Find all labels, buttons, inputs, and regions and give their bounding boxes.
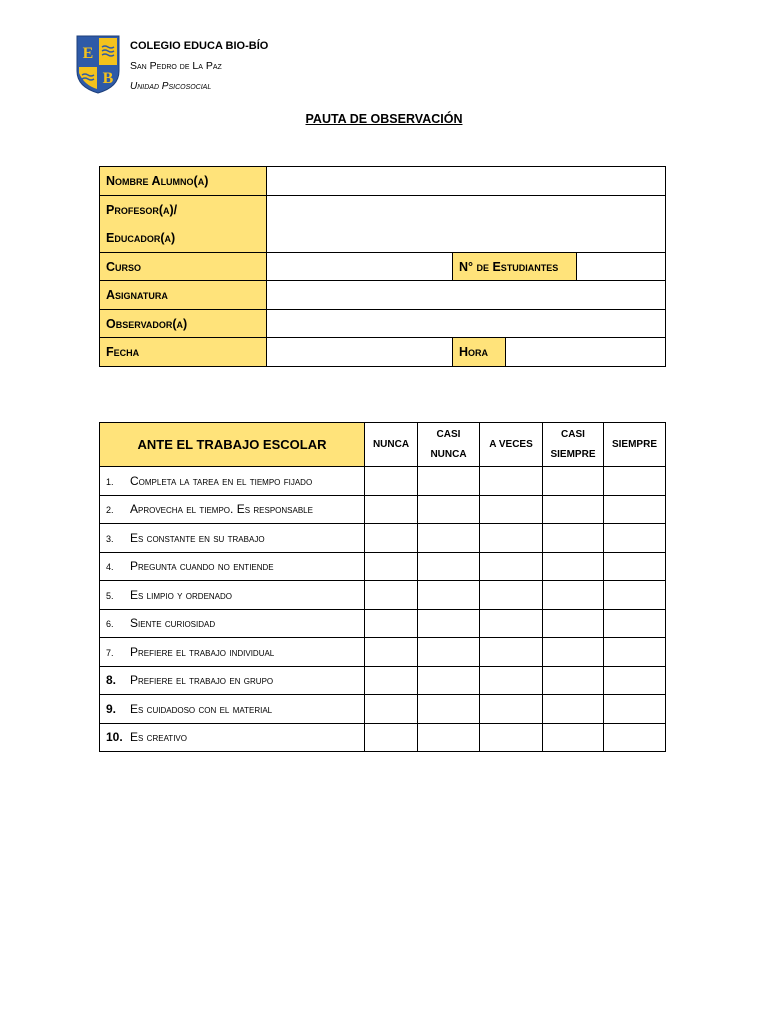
observation-heading: ANTE EL TRABAJO ESCOLAR <box>100 423 365 467</box>
rating-cell[interactable] <box>418 723 480 752</box>
column-header: A VECES <box>480 423 543 467</box>
rating-cell[interactable] <box>604 467 666 496</box>
table-row <box>100 552 666 581</box>
field-num-estudiantes[interactable] <box>577 253 666 281</box>
rating-cell[interactable] <box>480 666 543 695</box>
table-row <box>100 609 666 638</box>
item-number: 6. <box>106 619 114 630</box>
column-header: CASI SIEMPRE <box>543 423 604 467</box>
rating-cell[interactable] <box>480 581 543 610</box>
field-asignatura[interactable] <box>267 281 666 310</box>
rating-cell[interactable] <box>418 695 480 724</box>
observation-item <box>100 723 365 752</box>
table-row <box>100 524 666 553</box>
rating-cell[interactable] <box>543 552 604 581</box>
rating-cell[interactable] <box>418 666 480 695</box>
item-number: 7. <box>106 647 114 658</box>
label-asignatura: Asignatura <box>100 281 267 310</box>
item-text: Prefiere el trabajo en grupo <box>130 673 274 688</box>
field-observador[interactable] <box>267 310 666 338</box>
page-title: PAUTA DE OBSERVACIÓN <box>305 112 463 126</box>
logo-letter-e: E <box>82 45 94 62</box>
rating-cell[interactable] <box>480 695 543 724</box>
rating-cell[interactable] <box>604 695 666 724</box>
item-text: Pregunta cuando no entiende <box>130 559 274 574</box>
rating-cell[interactable] <box>418 552 480 581</box>
rating-cell[interactable] <box>365 723 418 752</box>
rating-cell[interactable] <box>365 581 418 610</box>
item-text: Completa la tarea en el tiempo fijado <box>130 473 313 488</box>
field-nombre[interactable] <box>267 167 666 196</box>
label-fecha: Fecha <box>100 338 267 367</box>
table-row <box>100 723 666 752</box>
observation-item <box>100 695 365 724</box>
observation-item <box>100 467 365 496</box>
column-header: SIEMPRE <box>604 423 666 467</box>
observation-table <box>99 422 666 752</box>
rating-cell[interactable] <box>418 495 480 524</box>
item-text: Aprovecha el tiempo. Es responsable <box>130 502 313 517</box>
rating-cell[interactable] <box>365 666 418 695</box>
rating-cell[interactable] <box>365 638 418 667</box>
rating-cell[interactable] <box>480 609 543 638</box>
rating-cell[interactable] <box>543 524 604 553</box>
rating-cell[interactable] <box>604 524 666 553</box>
item-number: 2. <box>106 505 114 516</box>
item-text: Es limpio y ordenado <box>130 587 233 602</box>
observation-item <box>100 495 365 524</box>
rating-cell[interactable] <box>418 467 480 496</box>
field-curso[interactable] <box>267 253 453 281</box>
item-number: 9. <box>106 701 117 716</box>
table-row <box>100 495 666 524</box>
rating-cell[interactable] <box>418 638 480 667</box>
student-info-table <box>99 166 666 367</box>
label-num-estudiantes: N° de Estudiantes <box>453 253 577 281</box>
rating-cell[interactable] <box>543 467 604 496</box>
label-observador: Observador(a) <box>100 310 267 338</box>
item-text: Es constante en su trabajo <box>130 530 265 545</box>
label-nombre: Nombre Alumno(a) <box>100 167 267 196</box>
rating-cell[interactable] <box>604 638 666 667</box>
table-row <box>100 695 666 724</box>
table-row <box>100 581 666 610</box>
rating-cell[interactable] <box>418 524 480 553</box>
school-city: San Pedro de La Paz <box>130 60 222 72</box>
rating-cell[interactable] <box>543 638 604 667</box>
rating-cell[interactable] <box>365 467 418 496</box>
rating-cell[interactable] <box>365 695 418 724</box>
item-number: 3. <box>106 533 114 544</box>
rating-cell[interactable] <box>604 609 666 638</box>
rating-cell[interactable] <box>480 638 543 667</box>
table-row <box>100 467 666 496</box>
rating-cell[interactable] <box>604 581 666 610</box>
rating-cell[interactable] <box>480 552 543 581</box>
rating-cell[interactable] <box>480 524 543 553</box>
rating-cell[interactable] <box>604 666 666 695</box>
item-text: Siente curiosidad <box>130 616 216 631</box>
rating-cell[interactable] <box>604 552 666 581</box>
item-text: Es cuidadoso con el material <box>130 701 273 716</box>
label-curso: Curso <box>100 253 267 281</box>
rating-cell[interactable] <box>604 723 666 752</box>
item-text: Es creativo <box>130 730 187 745</box>
field-profesor[interactable] <box>267 196 666 253</box>
item-number: 5. <box>106 590 114 601</box>
rating-cell[interactable] <box>543 495 604 524</box>
item-number: 8. <box>106 673 117 688</box>
observation-item <box>100 638 365 667</box>
field-fecha[interactable] <box>267 338 453 367</box>
rating-cell[interactable] <box>543 723 604 752</box>
rating-cell[interactable] <box>365 495 418 524</box>
label-profesor-line1: Profesor(a)/ <box>106 203 178 217</box>
label-profesor-line2: Educador(a) <box>106 231 176 245</box>
rating-cell[interactable] <box>543 666 604 695</box>
rating-cell[interactable] <box>480 467 543 496</box>
school-crest-logo <box>76 35 120 94</box>
table-row <box>100 666 666 695</box>
rating-cell[interactable] <box>480 495 543 524</box>
column-header: NUNCA <box>365 423 418 467</box>
item-text: Prefiere el trabajo individual <box>130 644 275 659</box>
observation-item <box>100 581 365 610</box>
item-number: 4. <box>106 562 114 573</box>
rating-cell[interactable] <box>365 552 418 581</box>
rating-cell[interactable] <box>418 609 480 638</box>
logo-letter-b: B <box>102 70 114 87</box>
observation-item <box>100 609 365 638</box>
observation-item <box>100 524 365 553</box>
rating-cell[interactable] <box>543 695 604 724</box>
table-row <box>100 638 666 667</box>
rating-cell[interactable] <box>543 609 604 638</box>
item-number: 1. <box>106 476 114 487</box>
observation-item <box>100 666 365 695</box>
field-hora[interactable] <box>506 338 666 367</box>
observation-item <box>100 552 365 581</box>
rating-cell[interactable] <box>604 495 666 524</box>
label-hora: Hora <box>453 338 506 367</box>
school-name: COLEGIO EDUCA BIO-BÍO <box>130 40 269 52</box>
rating-cell[interactable] <box>365 524 418 553</box>
column-header: CASI NUNCA <box>418 423 480 467</box>
rating-cell[interactable] <box>543 581 604 610</box>
item-number: 10. <box>106 730 123 745</box>
rating-cell[interactable] <box>365 609 418 638</box>
rating-cell[interactable] <box>480 723 543 752</box>
label-profesor <box>100 196 267 253</box>
school-unit: Unidad Psicosocial <box>130 81 212 92</box>
rating-cell[interactable] <box>418 581 480 610</box>
